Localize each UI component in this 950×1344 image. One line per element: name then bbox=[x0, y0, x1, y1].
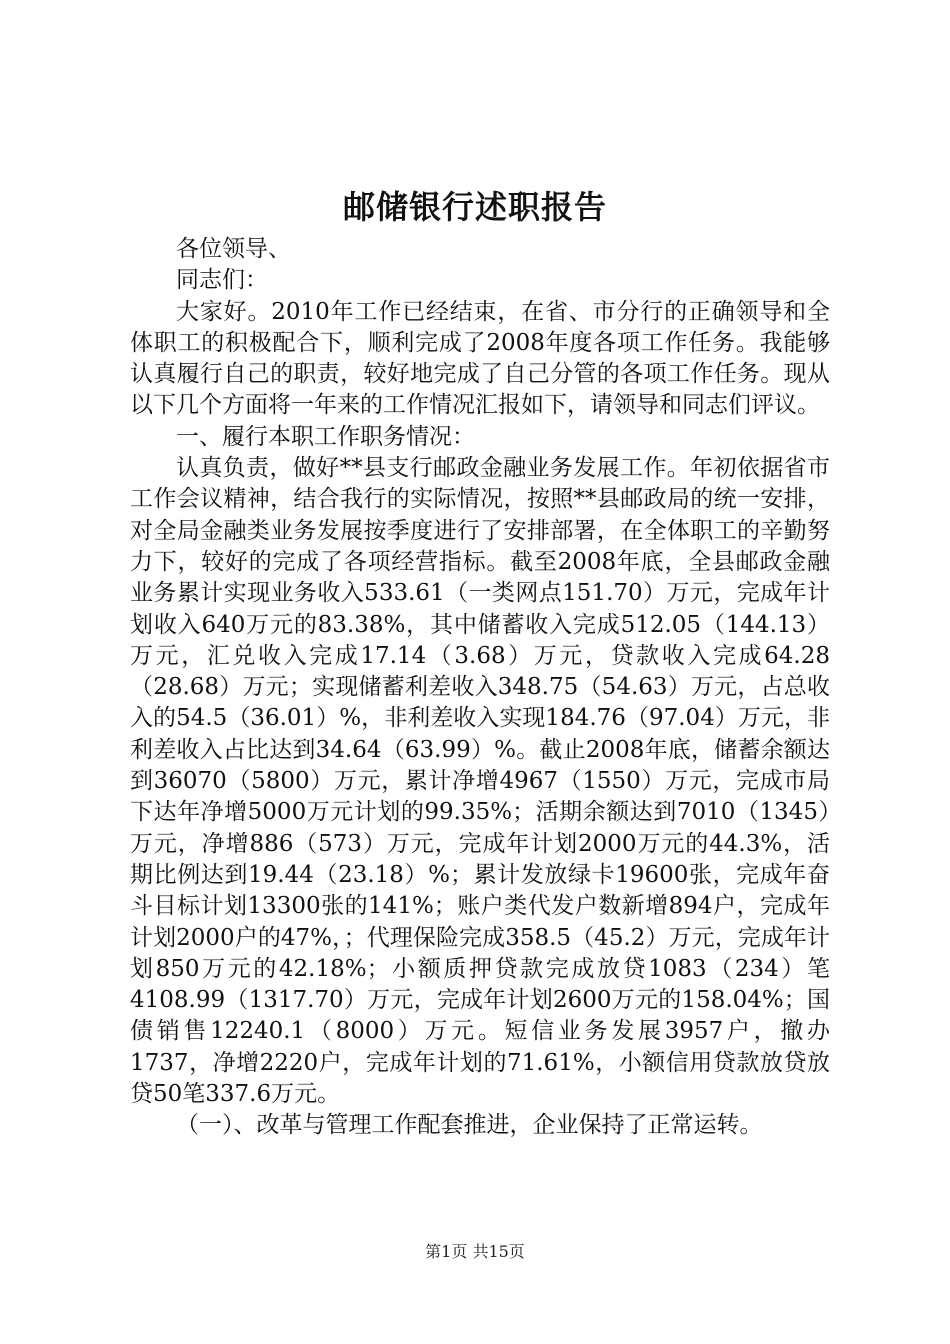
section-heading-1: 一、履行本职工作职务情况： bbox=[176, 423, 475, 450]
salutation-colleagues: 同志们： bbox=[176, 267, 268, 294]
document-body bbox=[130, 234, 830, 1142]
document-title: 邮储银行述职报告 bbox=[342, 188, 607, 226]
performance-paragraph: 认真负责，做好**县支行邮政金融业务发展工作。年初依据省市工作会议精神，结合我行的实际情况，按照**县邮政局的统一安排，对全局金融类业务发展按季度进行了安排部署，在全体职工的辛勤努力下，较好的完成了各项经营指标。截至2008年底，全县邮政金融业务累计实现业务收入533.61（一类网点151.70）万元，完成年计划收入640万元的83.38%，其中储蓄收入完成512.05（144.13）万元，汇兑收入完成17.14（3.68）万元，贷款收入完成64.28（28.68）万元；实现储蓄利差收入348.75（54.63）万元，占总收入的54.5（36.01）%，非利差收入实现184.76（97.04）万元，非利差收入占比达到34.64（63.99）%。截止2008年底，储蓄余额达到36070（5800）万元，累计净增4967（1550）万元，完成市局下达年净增5000万元计划的99.35%；活期余额达到7010（1345）万元，净增886（573）万元，完成年计划2000万元的44.3%，活期比例达到19.44（23.18）%；累计发放绿卡19600张，完成年奋斗目标计划13300张的141%；账户类代发户数新增894户，完成年计划2000户的47%，；代理保险完成358.5（45.2）万元，完成年计划850万元的42.18%；小额质押贷款完成放贷1083（234）笔4108.99（1317.70）万元，完成年计划2600万元的158.04%；国债销售12240.1（8000）万元。短信业务发展3957户，撤办1737，净增2220户，完成年计划的71.61%，小额信用贷款放贷放贷50笔337.6万元。 bbox=[130, 455, 830, 1108]
subsection-heading-1: （一）、改革与管理工作配套推进，企业保持了正常运转。 bbox=[176, 1112, 763, 1139]
page-footer: 第1页 共15页 bbox=[425, 1242, 525, 1261]
intro-paragraph: 大家好。2010年工作已经结束，在省、市分行的正确领导和全体职工的积极配合下，顺利完成了2008年度各项工作任务。我能够认真履行自己的职责，较好地完成了自己分管的各项工作任务。现从以下几个方面将一年来的工作情况汇报如下，请领导和同志们评议。 bbox=[130, 298, 830, 419]
salutation-leaders: 各位领导、 bbox=[176, 236, 291, 262]
